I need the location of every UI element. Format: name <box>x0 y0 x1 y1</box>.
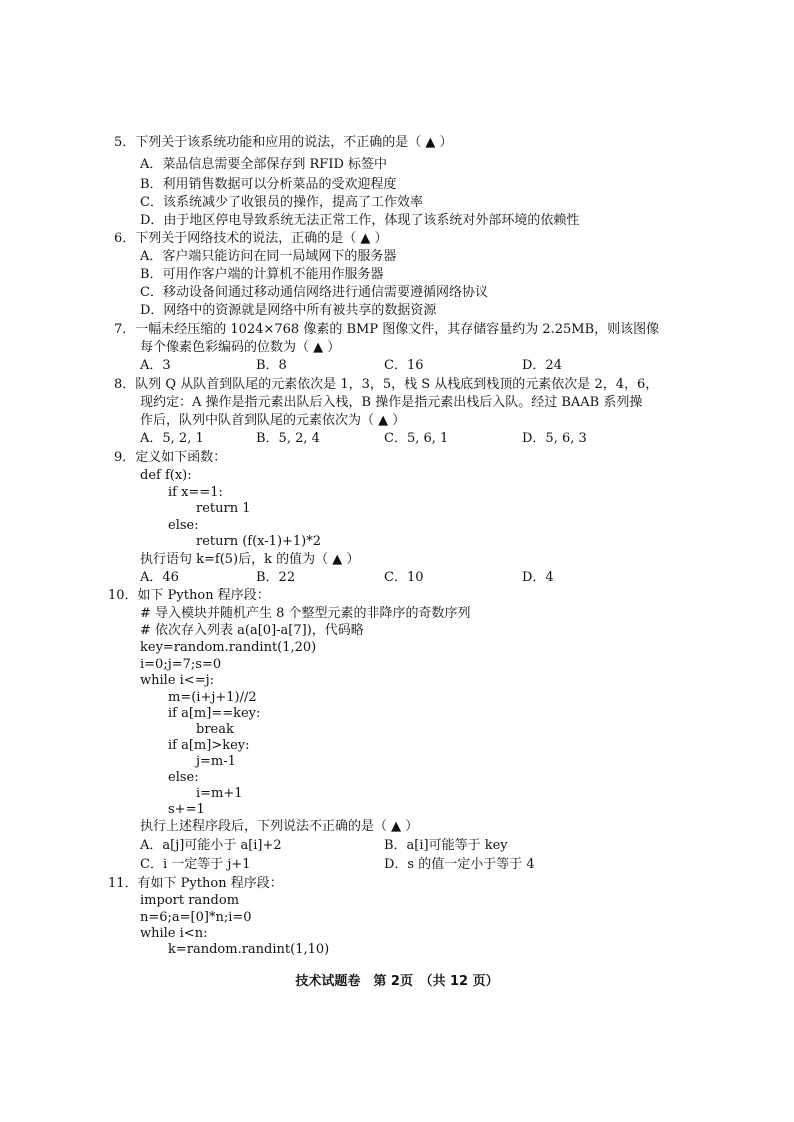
code-line: # 依次存入列表 a(a[0]-a[7])，代码略 <box>140 623 364 638</box>
q10-option-b: B．a[i]可能等于 key <box>384 838 508 853</box>
q10-option-c: C．i 一定等于 j+1 <box>140 857 251 872</box>
q10-prompt: 执行上述程序段后，下列说法不正确的是（ ▲ ） <box>140 819 419 834</box>
code-line: if x==1: <box>168 485 223 500</box>
q8-option-a: A．5, 2, 1 <box>140 431 204 446</box>
code-line: else: <box>168 518 199 533</box>
q10-stem: 10．如下 Python 程序段： <box>108 588 270 603</box>
code-line: i=m+1 <box>196 786 243 801</box>
q8-option-b: B．5, 2, 4 <box>256 431 320 446</box>
q9-stem: 9．定义如下函数： <box>114 450 227 465</box>
q9-option-d: D．4 <box>522 570 554 585</box>
q6-option-b: B．可用作客户端的计算机不能用作服务器 <box>140 267 384 282</box>
q8-stem-line1: 8．队列 Q 从队首到队尾的元素依次是 1，3，5，栈 S 从栈底到栈顶的元素依次是 2，4，6， <box>114 377 659 392</box>
code-line: while i<n: <box>140 926 208 941</box>
q7-option-b: B．8 <box>256 358 287 373</box>
code-line: s+=1 <box>168 802 205 817</box>
q6-option-d: D．网络中的资源就是网络中所有被共享的数据资源 <box>140 303 437 318</box>
code-line: m=(i+j+1)//2 <box>168 690 257 705</box>
code-line: def f(x): <box>140 468 192 483</box>
q7-option-c: C．16 <box>384 358 424 373</box>
q5-option-b: B．利用销售数据可以分析菜品的受欢迎程度 <box>140 177 397 192</box>
q6-stem: 6．下列关于网络技术的说法，正确的是（ ▲ ） <box>114 231 388 246</box>
code-line: n=6;a=[0]*n;i=0 <box>140 910 252 925</box>
q5-option-a: A．菜品信息需要全部保存到 RFID 标签中 <box>140 157 388 172</box>
q6-option-c: C．移动设备间通过移动通信网络进行通信需要遵循网络协议 <box>140 285 488 300</box>
q5-stem: 5．下列关于该系统功能和应用的说法，不正确的是（ ▲ ） <box>114 135 453 150</box>
q6-option-a: A．客户端只能访问在同一局域网下的服务器 <box>140 249 397 264</box>
q8-option-c: C．5, 6, 1 <box>384 431 449 446</box>
q8-stem-line3: 作后，队列中队首到队尾的元素依次为（ ▲ ） <box>140 413 406 428</box>
code-line: k=random.randint(1,10) <box>168 942 330 957</box>
code-line: if a[m]==key: <box>168 706 261 721</box>
q5-option-d: D．由于地区停电导致系统无法正常工作，体现了该系统对外部环境的依赖性 <box>140 213 580 228</box>
code-line: if a[m]>key: <box>168 738 250 753</box>
q9-prompt: 执行语句 k=f(5)后，k 的值为（ ▲ ） <box>140 552 360 567</box>
q9-option-c: C．10 <box>384 570 424 585</box>
q8-option-d: D．5, 6, 3 <box>522 431 587 446</box>
q7-stem-line2: 每个像素色彩编码的位数为（ ▲ ） <box>140 340 341 355</box>
code-line: import random <box>140 893 240 908</box>
page-footer: 技术试题卷 第 2页 （共 12 页） <box>295 974 499 989</box>
code-line: key=random.randint(1,20) <box>140 640 317 655</box>
q8-stem-line2: 现约定：A 操作是指元素出队后入栈，B 操作是指元素出栈后入队。经过 BAAB 系列操 <box>140 395 643 410</box>
code-line: else: <box>168 770 199 785</box>
q9-option-a: A．46 <box>140 570 179 585</box>
code-line: i=0;j=7;s=0 <box>140 657 222 672</box>
q10-option-d: D．s 的值一定小于等于 4 <box>384 857 535 872</box>
q5-option-c: C．该系统减少了收银员的操作，提高了工作效率 <box>140 195 423 210</box>
code-line: # 导入模块并随机产生 8 个整型元素的非降序的奇数序列 <box>140 606 471 621</box>
q7-option-a: A．3 <box>140 358 171 373</box>
q9-option-b: B．22 <box>256 570 296 585</box>
q10-option-a: A．a[j]可能小于 a[i]+2 <box>140 838 282 853</box>
code-line: return (f(x-1)+1)*2 <box>196 534 322 549</box>
code-line: j=m-1 <box>196 754 236 769</box>
code-line: break <box>196 722 234 737</box>
q7-option-d: D．24 <box>522 358 562 373</box>
q7-stem-line1: 7．一幅未经压缩的 1024×768 像素的 BMP 图像文件，其存储容量约为 2.25MB，则该图像 <box>114 322 660 337</box>
code-line: while i<=j: <box>140 673 214 688</box>
q11-stem: 11．有如下 Python 程序段： <box>108 876 283 891</box>
code-line: return 1 <box>196 501 251 516</box>
